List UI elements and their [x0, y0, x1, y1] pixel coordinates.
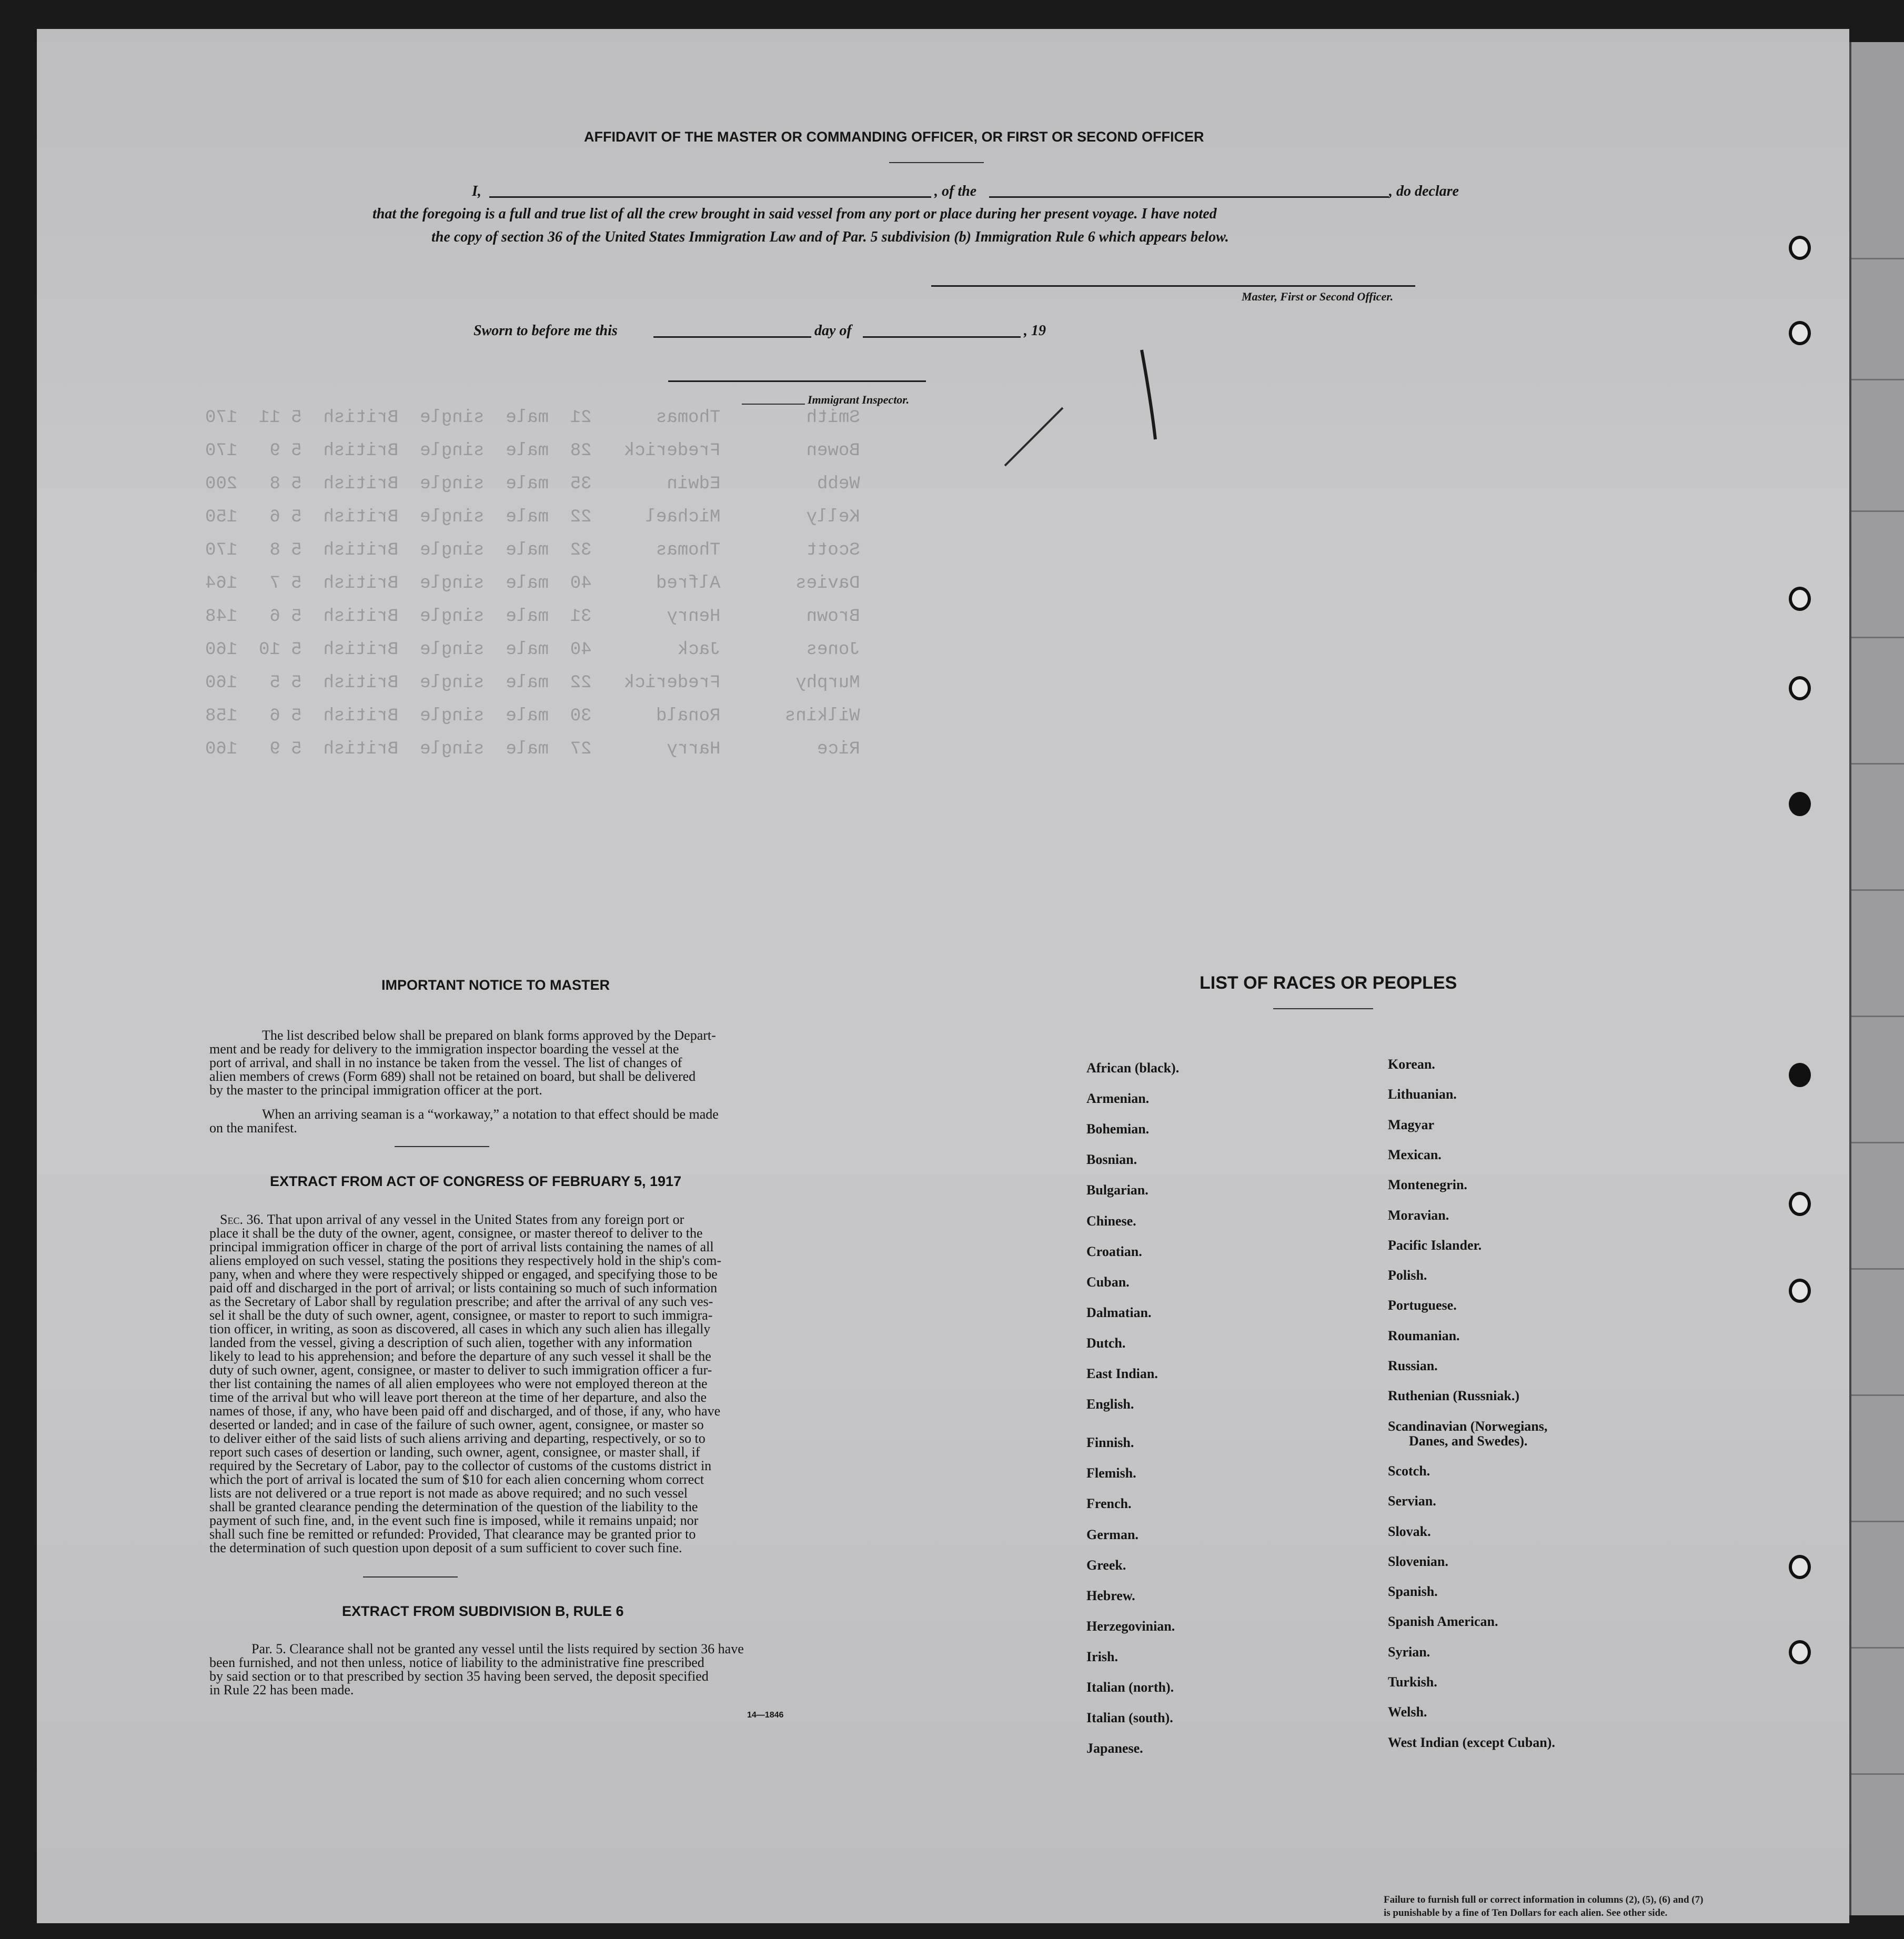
race-item: Danes, and Swedes).	[1409, 1433, 1528, 1449]
bleed-through-row: Smith Thomas 21 male single British 5 11 170	[205, 408, 860, 428]
text-line: Par. 5. Clearance shall not be granted any vessel until the lists required by section 36 have	[251, 1641, 744, 1656]
text-line: report such cases of desertion or landing, such owner, agent, consignee, or master shall, if	[209, 1444, 700, 1460]
bleed-through-row: Davies Alfred 40 male single British 5 7 164	[205, 574, 860, 594]
race-item: Irish.	[1086, 1649, 1118, 1664]
binder-hole	[1789, 1555, 1811, 1579]
binder-hole	[1789, 236, 1811, 260]
binder-hole	[1789, 792, 1811, 816]
vessel-name-field[interactable]	[989, 196, 1389, 198]
binder-hole	[1789, 676, 1811, 700]
race-item: Pacific Islander.	[1388, 1237, 1482, 1253]
races-title: LIST OF RACES OR PEOPLES	[1200, 973, 1457, 993]
text-line: names of those, if any, who have been paid off and discharged, and of those, if any, who have	[209, 1403, 721, 1419]
race-item: Welsh.	[1388, 1704, 1427, 1720]
text-line: When an arriving seaman is a “workaway,” a notation to that effect should be made	[262, 1107, 719, 1122]
bleed-through-row: Scott Thomas 32 male single British 5 8 170	[205, 540, 860, 560]
race-item: Finnish.	[1086, 1435, 1134, 1451]
act-extract-title: EXTRACT FROM ACT OF CONGRESS OF FEBRUARY 5, 1917	[270, 1173, 682, 1189]
text-line: paid off and discharged in the port of arrival; or lists containing so much of such information	[209, 1280, 718, 1295]
affidavit-title: AFFIDAVIT OF THE MASTER OR COMMANDING OFFICER, OR FIRST OR SECOND OFFICER	[584, 129, 1204, 145]
inspector-caption: Immigrant Inspector.	[808, 393, 910, 406]
race-item: Cuban.	[1086, 1274, 1130, 1290]
text-line: the determination of such question upon deposit of a sum sufficient to cover such fine.	[209, 1540, 682, 1555]
race-item: Flemish.	[1086, 1465, 1136, 1481]
race-item: Turkish.	[1388, 1674, 1437, 1690]
sworn-day-field[interactable]	[653, 336, 811, 338]
race-item: Spanish American.	[1388, 1614, 1498, 1630]
text-line: by said section or to that prescribed by section 35 having been served, the deposit specified	[209, 1669, 709, 1684]
declarant-name-field[interactable]	[489, 196, 931, 198]
inspector-signature-line[interactable]	[668, 380, 926, 382]
affidavit-declare: , do declare	[1389, 183, 1459, 199]
race-item: Roumanian.	[1388, 1328, 1460, 1343]
bleed-through-row: Kelly Michael 22 male single British 5 6 150	[205, 507, 860, 527]
act-divider	[363, 1576, 458, 1578]
race-item: Chinese.	[1086, 1213, 1136, 1229]
race-item: Spanish.	[1388, 1584, 1438, 1600]
race-item: Ruthenian (Russniak.)	[1388, 1388, 1519, 1404]
form-number: 14—1846	[747, 1711, 784, 1720]
text-line: sel it shall be the duty of such owner, agent, consignee, or master to report to such immigra-	[209, 1308, 713, 1323]
race-item: Italian (north).	[1086, 1680, 1174, 1695]
text-line: which the port of arrival is located the sum of $10 for each alien concerning whom correct	[209, 1472, 704, 1487]
race-item: Magyar	[1388, 1117, 1435, 1132]
race-item: Servian.	[1388, 1493, 1436, 1509]
bleed-through-row: Murphy Frederick 22 male single British 5 5 160	[205, 673, 860, 693]
race-item: Armenian.	[1086, 1091, 1150, 1107]
binder-hole	[1789, 1063, 1811, 1087]
text-line: The list described below shall be prepared on blank forms approved by the Depart-	[262, 1028, 716, 1043]
bleed-through-row: Rice Harry 27 male single British 5 9 160	[205, 739, 860, 759]
bleed-through-row: Bowen Frederick 28 male single British 5 9 170	[205, 441, 860, 461]
text-line: tion officer, in writing, as soon as discovered, all cases in which any such alien has illegally	[209, 1321, 711, 1337]
race-item: Scotch.	[1388, 1463, 1430, 1479]
affidavit-line-3: the copy of section 36 of the United States Immigration Law and of Par. 5 subdivision (b) Immigration Rule 6 which appears below.	[431, 229, 1229, 245]
title-divider	[889, 162, 984, 163]
act-extract-text	[209, 1213, 830, 1555]
text-line-content: That upon arrival of any vessel in the United States from any foreign port or	[267, 1212, 684, 1227]
text-line: landed from the vessel, giving a description of such alien, together with any information	[209, 1335, 692, 1350]
text-line: aliens employed on such vessel, stating the positions they respectively hold in the ship's com-	[209, 1253, 722, 1268]
footer-note-1: Failure to furnish full or correct information in columns (2), (5), (6) and (7)	[1384, 1894, 1704, 1905]
race-item: Dalmatian.	[1086, 1304, 1152, 1320]
binder-hole	[1789, 1279, 1811, 1303]
section-label: Sec. 36.	[220, 1212, 267, 1227]
text-line: to deliver either of the said lists of such aliens arriving and departing, respectively, or so to	[209, 1431, 706, 1446]
race-item: Hebrew.	[1086, 1588, 1135, 1603]
year-label: , 19	[1024, 323, 1046, 339]
race-item: Syrian.	[1388, 1644, 1430, 1660]
race-item: Italian (south).	[1086, 1710, 1173, 1726]
bleed-through-row: Jones Jack 40 male single British 5 10 160	[205, 640, 860, 660]
text-line: likely to lead to his apprehension; and before the departure of any such vessel it shall be the	[209, 1349, 711, 1364]
race-item: Bohemian.	[1086, 1121, 1150, 1137]
race-item: Herzegovinian.	[1086, 1618, 1175, 1634]
text-line: shall such fine be remitted or refunded: Provided, That clearance may be granted prior to	[209, 1526, 696, 1542]
race-item: English.	[1086, 1397, 1134, 1412]
text-line: payment of such fine, and, in the event such fine is imposed, while it remains unpaid; nor	[209, 1513, 699, 1528]
race-item: Bosnian.	[1086, 1152, 1137, 1168]
text-line: been furnished, and not then unless, notice of liability to the administrative fine prescribed	[209, 1655, 704, 1670]
race-item: Polish.	[1388, 1268, 1427, 1283]
race-item: Russian.	[1388, 1358, 1438, 1373]
race-item: Portuguese.	[1388, 1298, 1457, 1313]
text-line: as the Secretary of Labor shall by regulation prescribe; and after the arrival of any such ves-	[209, 1294, 713, 1309]
rule-extract-text	[209, 1642, 830, 1697]
race-item: East Indian.	[1086, 1366, 1158, 1381]
race-item: Korean.	[1388, 1057, 1435, 1072]
binder-hole	[1789, 321, 1811, 345]
bleed-through-row: Webb Edwin 35 male single British 5 8 200	[205, 474, 860, 494]
race-item: French.	[1086, 1496, 1132, 1512]
race-item: German.	[1086, 1526, 1139, 1542]
text-line: by the master to the principal immigration officer at the port.	[209, 1082, 542, 1098]
pen-marks	[984, 334, 1194, 492]
text-line: ment and be ready for delivery to the immigration inspector boarding the vessel at the	[209, 1041, 679, 1057]
notice-paragraph-2	[209, 1108, 830, 1135]
text-line: deserted or landed; and in case of the failure of such owner, agent, consignee, or master so	[209, 1417, 704, 1432]
race-item: Croatian.	[1086, 1243, 1142, 1259]
race-item: Scandinavian (Norwegians,	[1388, 1418, 1548, 1434]
affidavit-line-2: that the foregoing is a full and true list of all the crew brought in said vessel from any port or place during her present voyage. I have noted	[372, 206, 1217, 222]
affidavit-of-the: , of the	[934, 183, 977, 199]
race-item: Bulgarian.	[1086, 1182, 1149, 1198]
text-line: lists are not delivered or a true report is not made as above required; and no such vessel	[209, 1485, 688, 1501]
bleed-through-row: Wilkins Ronald 30 male single British 5 6 158	[205, 706, 860, 726]
race-item: Greek.	[1086, 1557, 1126, 1573]
text-line: principal immigration officer in charge of the port of arrival lists containing the names of all	[209, 1239, 714, 1254]
binder-hole	[1789, 1640, 1811, 1664]
race-item: African (black).	[1086, 1060, 1180, 1076]
race-item: Slovenian.	[1388, 1553, 1448, 1569]
notice-title: IMPORTANT NOTICE TO MASTER	[381, 977, 610, 993]
text-line: shall be granted clearance pending the determination of the question of the liability to the	[209, 1499, 698, 1514]
sworn-label: Sworn to before me this	[474, 323, 618, 339]
text-line: time of the arrival but who will leave port thereon at the time of her departure, and also the	[209, 1390, 707, 1405]
text-line: on the manifest.	[209, 1120, 297, 1136]
rule-extract-title: EXTRACT FROM SUBDIVISION B, RULE 6	[342, 1603, 624, 1619]
race-item: Dutch.	[1086, 1335, 1126, 1351]
text-line: port of arrival, and shall in no instance be taken from the vessel. The list of changes of	[209, 1055, 682, 1070]
race-item: Mexican.	[1388, 1147, 1442, 1162]
text-line: duty of such owner, agent, consignee, or master to deliver to such immigration officer a fur-	[209, 1362, 712, 1378]
master-signature-line[interactable]	[931, 285, 1415, 287]
text-line: alien members of crews (Form 689) shall not be retained on board, but shall be delivered	[209, 1069, 696, 1084]
bleed-through-row: Brown Henry 31 male single British 5 6 148	[205, 607, 860, 627]
text-line: pany, when and where they were respectively shipped or engaged, and specifying those to be	[209, 1267, 718, 1282]
text-line: place it shall be the duty of the owner, agent, consignee, or master thereof to deliver to the	[209, 1225, 703, 1241]
document-page	[37, 29, 1849, 1923]
race-item: Lithuanian.	[1388, 1087, 1457, 1102]
notice-paragraph-1	[209, 1029, 830, 1097]
race-item: Moravian.	[1388, 1207, 1449, 1223]
notice-divider	[395, 1146, 489, 1147]
inspector-underline	[742, 404, 805, 405]
footer-note-2: is punishable by a fine of Ten Dollars for each alien. See other side.	[1384, 1907, 1668, 1918]
races-divider	[1273, 1008, 1373, 1009]
race-item: West Indian (except Cuban).	[1388, 1734, 1555, 1750]
text-line: required by the Secretary of Labor, pay to the collector of customs of the customs district in	[209, 1458, 712, 1473]
binder-hole	[1789, 1192, 1811, 1216]
text-line: ther list containing the names of all alien employees who were not employed thereon at the	[209, 1376, 708, 1391]
adjacent-page-edge	[1849, 42, 1904, 1915]
race-item: Slovak.	[1388, 1523, 1431, 1539]
race-item: Montenegrin.	[1388, 1177, 1467, 1193]
race-item: Japanese.	[1086, 1741, 1143, 1756]
binder-hole	[1789, 587, 1811, 611]
affidavit-i: I,	[472, 183, 481, 199]
master-caption: Master, First or Second Officer.	[1242, 290, 1394, 303]
day-of-label: day of	[814, 323, 852, 339]
text-line: in Rule 22 has been made.	[209, 1682, 354, 1697]
text-line	[209, 1213, 830, 1227]
